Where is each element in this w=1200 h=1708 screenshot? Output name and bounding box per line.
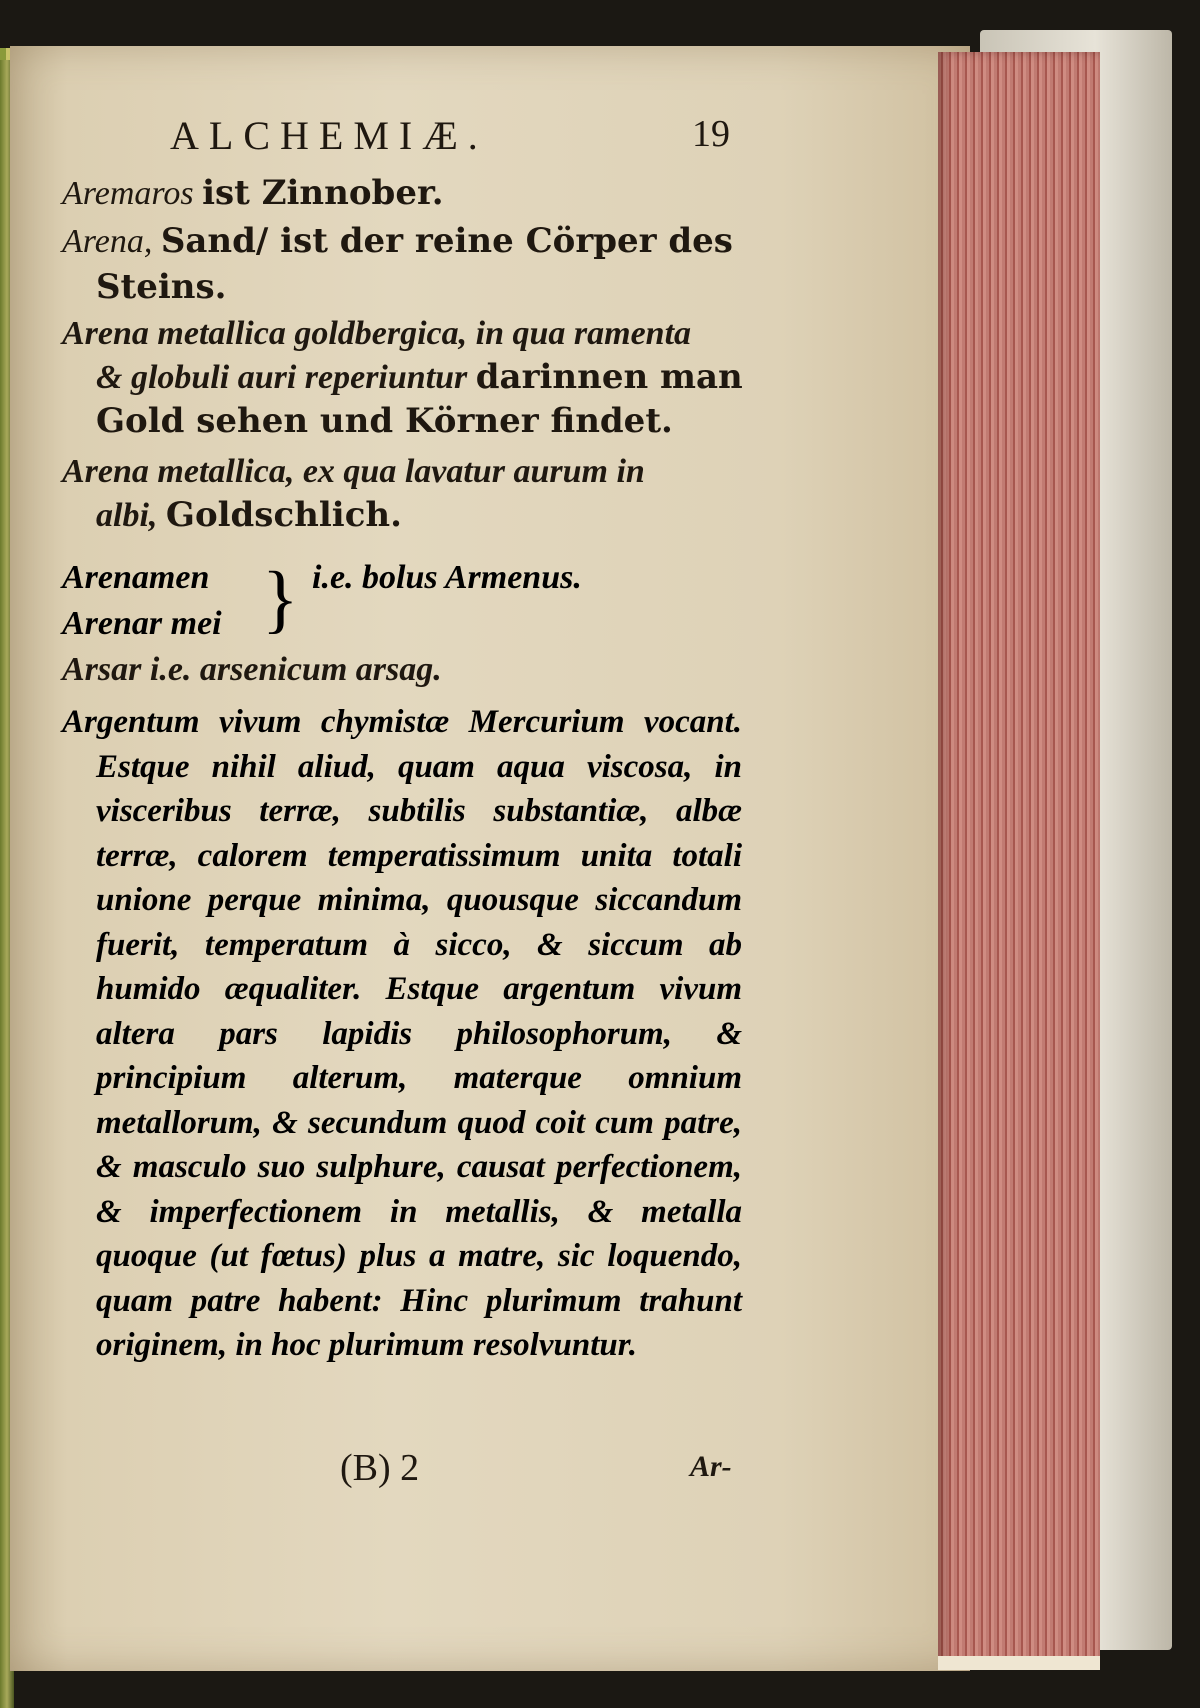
entry-latin: Arena metallica goldbergica, in qua ramenta xyxy=(62,315,692,352)
entry-lemma: Arenar mei xyxy=(62,605,222,642)
entry-arena-metallica-goldbergica-l3 xyxy=(96,400,673,443)
signature-mark: (B) 2 xyxy=(340,1447,420,1489)
entry-arena xyxy=(62,220,733,263)
entry-arenamen xyxy=(62,556,742,646)
entry-german: Steins. xyxy=(96,267,227,307)
entry-german: Goldschlich. xyxy=(165,495,402,535)
entry-german: Gold sehen und Körner findet. xyxy=(96,401,673,441)
entry-arena-metallica xyxy=(62,450,645,493)
page-edges xyxy=(938,52,1100,1670)
entry-german: ist Zinnober. xyxy=(202,173,444,213)
entry-lemma: Arenamen xyxy=(62,559,210,596)
entry-latin: albi, xyxy=(96,497,158,534)
entry-text: Argentum vivum chymistæ Mercurium vocant. Estque nihil aliud, quam aqua viscosa, in visceribus terræ, subtilis substantiæ, albæ terræ, calorem temperatissimum unita totali unione perque minima, quousque siccandum fuerit, temperatum à sicco, & siccum ab humido æqualiter. Estque argentum vivum altera pars lapidis philosophorum, & principium alterum, materque omnium metallorum, & secundum quod coit cum patre, & masculo suo sulphure, causat perfectionem, & imperfectionem in metallis, & metalla quoque (ut fœtus) plus a matre, sic loquendo, quam patre habent: Hinc plurimum trahunt originem, in hoc plurimum resolvuntur. xyxy=(62,704,742,1363)
running-head: ALCHEMIÆ. xyxy=(170,113,488,158)
entry-german: Sand/ ist der reine Cörper des xyxy=(160,221,733,261)
entry-latin: & globuli auri reperiuntur xyxy=(96,359,468,396)
entry-argentum xyxy=(62,700,742,1368)
entry-arena-metallica-l2 xyxy=(96,494,402,537)
entry-arena-metallica-goldbergica xyxy=(62,312,691,355)
entry-lemma: Aremaros xyxy=(62,175,194,212)
entry-latin: Arena metallica, ex qua lavatur aurum in xyxy=(62,453,645,490)
entry-german: darinnen man xyxy=(475,357,743,397)
page-header xyxy=(170,112,730,162)
entry-gloss: i.e. bolus Armenus. xyxy=(312,559,582,596)
entry-arsar: Arsar i.e. arsenicum arsag. xyxy=(62,651,442,688)
entry-arena-cont xyxy=(96,266,227,309)
entry-arena-metallica-goldbergica-l2 xyxy=(96,356,743,399)
brace: } xyxy=(262,557,299,641)
page-number: 19 xyxy=(692,113,730,155)
entry-lemma: Arena, xyxy=(62,223,153,260)
catchword: Ar- xyxy=(690,1450,732,1483)
entry-aremaros xyxy=(62,172,444,215)
